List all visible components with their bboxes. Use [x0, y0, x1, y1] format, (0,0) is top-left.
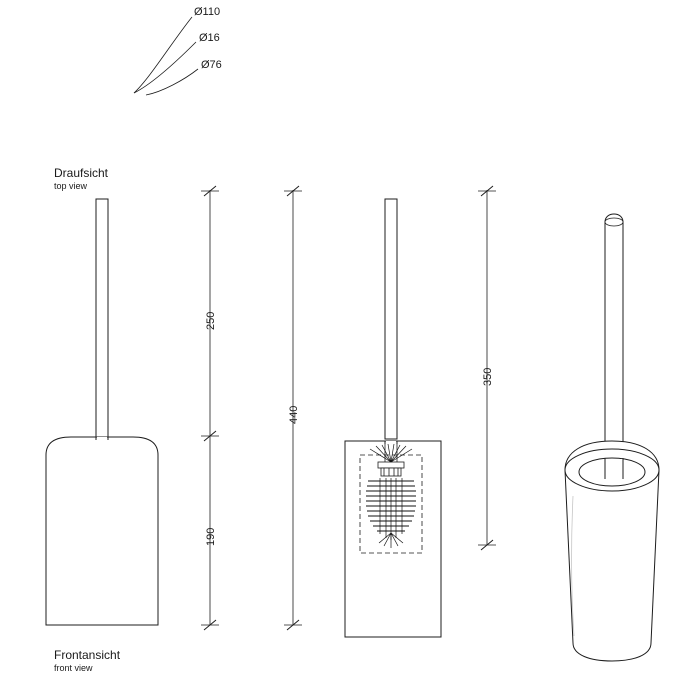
front-view-title-de: Frontansicht	[54, 648, 121, 662]
perspective-view-geometry	[565, 214, 659, 661]
dia-110-label: Ø110	[194, 6, 221, 18]
dia-16-label: Ø16	[199, 32, 220, 44]
top-view-geometry	[46, 199, 158, 625]
dim-440-label: 440	[288, 405, 300, 424]
dimension-chain-left	[201, 186, 219, 630]
leader-lines	[134, 17, 198, 95]
dim-350-label: 350	[482, 367, 494, 386]
dia-76-label: Ø76	[201, 59, 222, 71]
dim-190-label: 190	[205, 527, 217, 546]
front-view-title-en: front view	[54, 663, 93, 673]
top-view-title-en: top view	[54, 181, 88, 191]
front-view-geometry	[345, 199, 441, 637]
dim-250-label: 250	[205, 311, 217, 330]
top-view-title-de: Draufsicht	[54, 166, 109, 180]
